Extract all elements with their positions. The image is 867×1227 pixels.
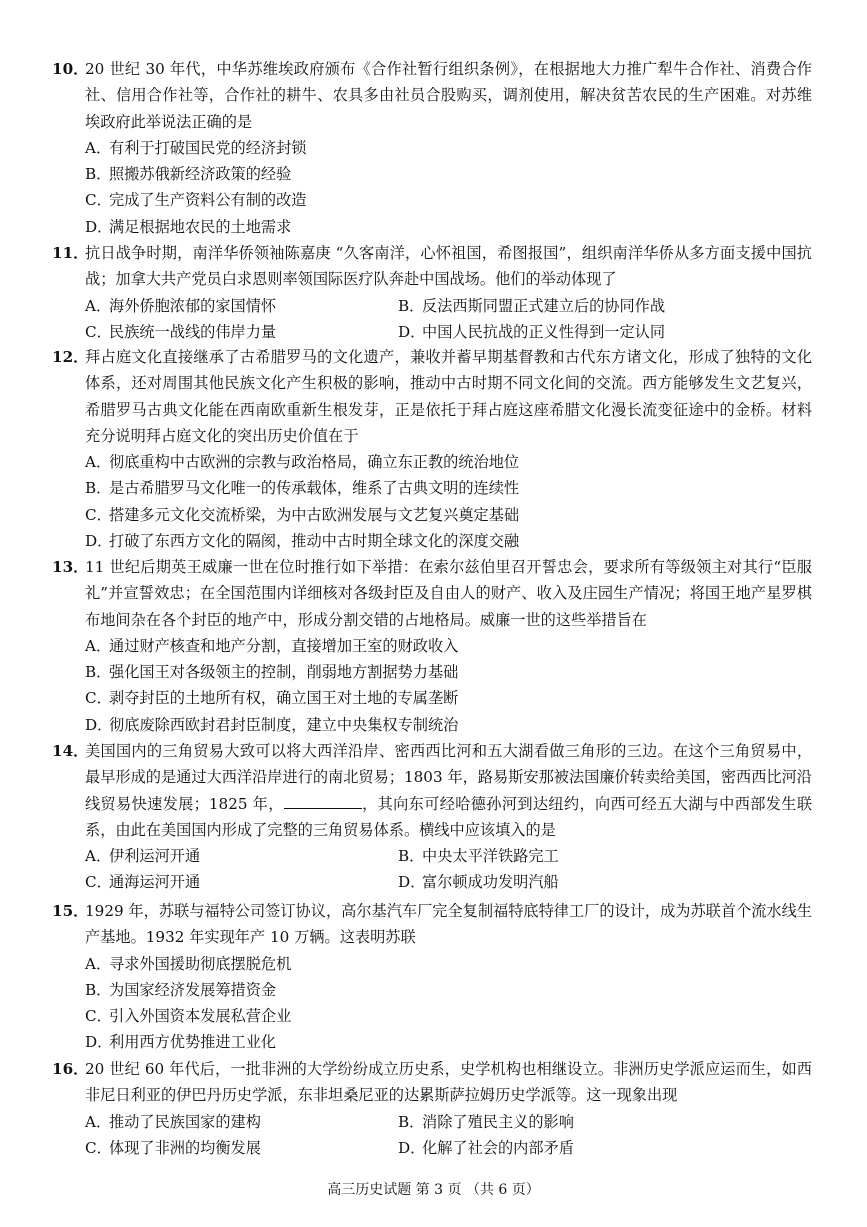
question-stem — [52, 898, 812, 951]
option-letter: A． — [85, 847, 112, 866]
option-letter: C． — [85, 322, 112, 341]
option-letter: C． — [85, 191, 112, 210]
question-stem — [52, 344, 812, 449]
option-letter: B． — [398, 1112, 425, 1131]
option-text: 化解了社会的内部矛盾 — [422, 1138, 574, 1157]
option-c — [52, 1003, 812, 1029]
option-list — [52, 951, 812, 1056]
fill-in-blank — [284, 794, 362, 809]
option-d — [52, 214, 812, 240]
option-a — [52, 293, 398, 319]
option-text: 海外侨胞浓郁的家国情怀 — [109, 296, 277, 315]
option-letter: C． — [85, 1138, 112, 1157]
option-letter: D． — [398, 322, 426, 341]
question-number: 10． — [52, 60, 89, 78]
option-b — [52, 659, 812, 685]
option-letter: A． — [85, 1112, 112, 1131]
option-letter: D． — [85, 532, 113, 551]
option-list — [52, 449, 812, 554]
option-letter: A． — [85, 138, 112, 157]
option-list — [52, 1109, 812, 1162]
question-text: 11 世纪后期英王威廉一世在位时推行如下举措：在索尔兹伯里召开誓忠会，要求所有等级领主对其行“臣服礼”并宣誓效忠；在全国范围内详细核对各级封臣及自由人的财产、收入及庄园生产情况；将国王地产星罗棋布地间杂在各个封臣的地产中，形成分割交错的占地格局。威廉一世的这些举措旨在 — [85, 558, 812, 629]
option-a — [52, 843, 398, 869]
option-b — [398, 293, 758, 319]
option-letter: D． — [398, 873, 426, 892]
option-text: 照搬苏俄新经济政策的经验 — [109, 165, 292, 184]
question-15 — [52, 898, 812, 1056]
option-c — [52, 502, 812, 528]
option-letter: D． — [85, 1033, 113, 1052]
option-list — [52, 843, 812, 896]
option-text: 彻底重构中古欧洲的宗教与政治格局，确立东正教的统治地位 — [109, 453, 520, 472]
option-text: 是古希腊罗马文化唯一的传承载体，维系了古典文明的连续性 — [109, 479, 520, 498]
question-14 — [52, 738, 812, 896]
option-b — [398, 1109, 758, 1135]
option-text: 通过财产核查和地产分割，直接增加王室的财政收入 — [109, 636, 459, 655]
option-text: 剥夺封臣的土地所有权，确立国王对土地的专属垄断 — [109, 689, 459, 708]
question-stem — [52, 56, 812, 135]
option-text: 为国家经济发展筹措资金 — [109, 980, 277, 999]
option-a — [52, 449, 812, 475]
option-a — [52, 951, 812, 977]
option-letter: D． — [85, 217, 113, 236]
option-text: 完成了生产资料公有制的改造 — [109, 191, 307, 210]
question-stem — [52, 554, 812, 633]
option-d — [52, 712, 812, 738]
option-letter: B． — [85, 165, 112, 184]
option-letter: C． — [85, 1007, 112, 1026]
option-letter: C． — [85, 689, 112, 708]
option-letter: B． — [85, 980, 112, 999]
option-c — [52, 1135, 398, 1161]
question-stem — [52, 738, 812, 843]
question-number: 13． — [52, 558, 89, 576]
option-text: 推动了民族国家的建构 — [109, 1112, 261, 1131]
question-11 — [52, 240, 812, 345]
option-text: 彻底废除西欧封君封臣制度，建立中央集权专制统治 — [109, 715, 459, 734]
option-letter: D． — [85, 715, 113, 734]
page-footer: 高三历史试题 第 3 页 （共 6 页） — [327, 1182, 540, 1198]
question-number: 16． — [52, 1060, 89, 1078]
option-letter: A． — [85, 296, 112, 315]
option-c — [52, 187, 812, 213]
option-letter: B． — [85, 479, 112, 498]
option-letter: B． — [398, 847, 425, 866]
stem-text-after-blank: ，其向东可经哈德孙河到达纽约，向西可经五大湖与中西部发生联系，由此在美国国内形成了完整的三角贸易体系。横线中应该填入的是 — [85, 794, 813, 839]
question-text: 20 世纪 60 年代后，一批非洲的大学纷纷成立历史系，史学机构也相继设立。非洲历史学派应运而生，如西非尼日利亚的伊巴丹历史学派，东非坦桑尼亚的达累斯萨拉姆历史学派等。这一现象出现 — [85, 1060, 812, 1105]
option-text: 富尔顿成功发明汽船 — [422, 873, 559, 892]
option-text: 中央太平洋铁路完工 — [422, 847, 559, 866]
option-text: 体现了非洲的均衡发展 — [109, 1138, 261, 1157]
option-letter: B． — [398, 296, 425, 315]
option-text: 满足根据地农民的土地需求 — [109, 217, 292, 236]
option-text: 伊利运河开通 — [109, 847, 201, 866]
option-list — [52, 135, 812, 240]
option-b — [52, 475, 812, 501]
option-letter: C． — [85, 505, 112, 524]
option-d — [398, 1135, 758, 1161]
option-d — [52, 1029, 812, 1055]
option-d — [398, 869, 758, 895]
option-text: 反法西斯同盟正式建立后的协同作战 — [422, 296, 665, 315]
question-number: 12． — [52, 348, 89, 366]
question-number: 15． — [52, 902, 89, 920]
option-text: 引入外国资本发展私营企业 — [109, 1007, 292, 1026]
option-text: 消除了殖民主义的影响 — [422, 1112, 574, 1131]
option-text: 搭建多元文化交流桥梁，为中古欧洲发展与文艺复兴奠定基础 — [109, 505, 520, 524]
option-a — [52, 135, 812, 161]
option-letter: D． — [398, 1138, 426, 1157]
option-list — [52, 633, 812, 738]
option-c — [52, 685, 812, 711]
question-10 — [52, 56, 812, 240]
option-c — [52, 319, 398, 345]
question-number: 14． — [52, 742, 89, 760]
stem-text-before-blank: 美国国内的三角贸易大致可以将大西洋沿岸、密西西比河和五大湖看做三角形的三边。在这个三角贸易中，最早形成的是通过大西洋沿岸进行的南北贸易；1803 年，路易斯安那被法国廉价转卖给美国，密西西比河沿线贸易快速发展；1825 年， — [85, 742, 812, 813]
option-b — [398, 843, 758, 869]
option-text: 有利于打破国民党的经济封锁 — [109, 138, 307, 157]
option-text: 强化国王对各级领主的控制，削弱地方割据势力基础 — [109, 663, 459, 682]
question-text: 抗日战争时期，南洋华侨领袖陈嘉庚 “久客南洋，心怀祖国，希图报国”，组织南洋华侨从多方面支援中国抗战；加拿大共产党员白求恩则率领国际医疗队奔赴中国战场。他们的举动体现了 — [85, 244, 812, 289]
option-letter: B． — [85, 663, 112, 682]
option-a — [52, 1109, 398, 1135]
option-letter: C． — [85, 873, 112, 892]
question-text: 拜占庭文化直接继承了古希腊罗马的文化遗产，兼收并蓄早期基督教和古代东方诸文化，形成了独特的文化体系，还对周围其他民族文化产生积极的影响，推动中古时期不同文化间的交流。西方能够发生文艺复兴，希腊罗马古典文化能在西南欧重新生根发芽，正是依托于拜占庭这座希腊文化漫长流变征途中的金桥。材料充分说明拜占庭文化的突出历史价值在于 — [85, 348, 812, 445]
question-13 — [52, 554, 812, 738]
question-number: 11． — [52, 244, 89, 262]
option-a — [52, 633, 812, 659]
option-text: 寻求外国援助彻底摆脱危机 — [109, 954, 292, 973]
option-text: 通海运河开通 — [109, 873, 201, 892]
question-16 — [52, 1056, 812, 1161]
option-text: 打破了东西方文化的隔阂，推动中古时期全球文化的深度交融 — [109, 532, 520, 551]
option-d — [52, 528, 812, 554]
option-d — [398, 319, 758, 345]
question-12 — [52, 344, 812, 554]
option-text: 中国人民抗战的正义性得到一定认同 — [422, 322, 665, 341]
question-text: 1929 年，苏联与福特公司签订协议，高尔基汽车厂完全复制福特底特律工厂的设计，成为苏联首个流水线生产基地。1932 年实现年产 10 万辆。这表明苏联 — [85, 902, 812, 947]
option-b — [52, 977, 812, 1003]
option-b — [52, 161, 812, 187]
option-letter: A． — [85, 636, 112, 655]
option-letter: A． — [85, 453, 112, 472]
question-stem — [52, 240, 812, 293]
question-text — [52, 738, 812, 843]
question-text: 20 世纪 30 年代，中华苏维埃政府颁布《合作社暂行组织条例》，在根据地大力推广犁牛合作社、消费合作社、信用合作社等，合作社的耕牛、农具多由社员合股购买，调剂使用，解决贫苦农民的生产困难。对苏维埃政府此举说法正确的是 — [85, 60, 812, 131]
question-stem — [52, 1056, 812, 1109]
option-c — [52, 869, 398, 895]
option-list — [52, 293, 812, 346]
option-text: 利用西方优势推进工业化 — [109, 1033, 277, 1052]
option-letter: A． — [85, 954, 112, 973]
option-text: 民族统一战线的伟岸力量 — [109, 322, 277, 341]
